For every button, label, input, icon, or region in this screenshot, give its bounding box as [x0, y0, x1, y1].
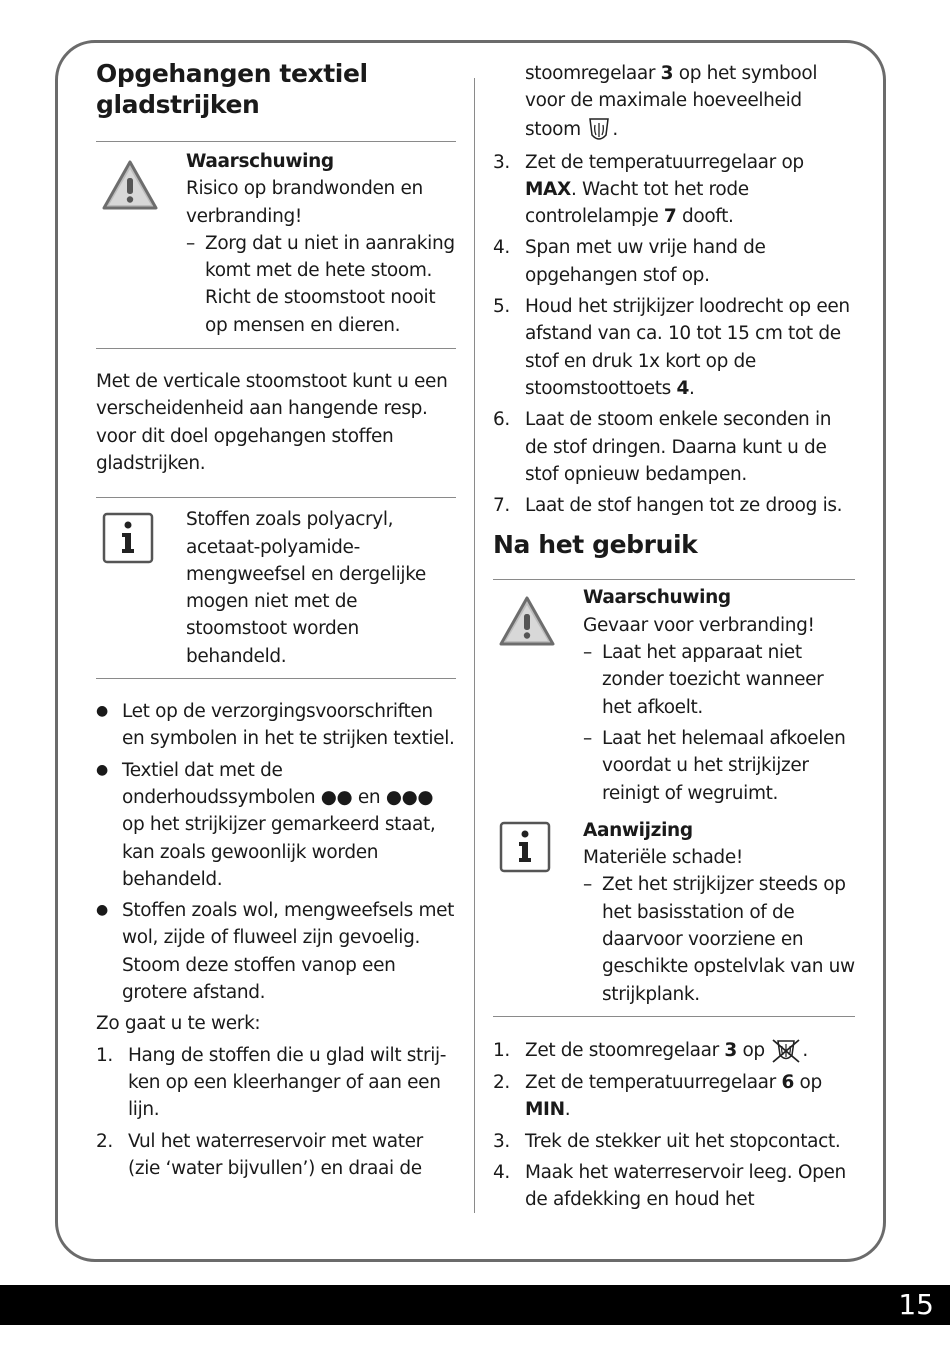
section-title-after-use: Na het gebruik [493, 530, 698, 560]
notice-box [493, 813, 855, 1016]
intro-paragraph: Met de verticale stoomstoot kunt u een verscheidenheid aan hangende resp. voor dit doel opgehangen stoffen gladstrijken. [96, 371, 448, 474]
column-divider [474, 78, 475, 1213]
warning-item: – Zorg dat u niet in aanraking komt met de hete stoom. Richt de stoomstoot nooit op mensen en dieren. [186, 232, 455, 336]
list-item: 7. Laat de stof hangen tot ze droog is. [493, 495, 843, 517]
divider [493, 1016, 855, 1017]
list-item: ● Let op de verzorgingsvoorschriften en symbolen in het te strijken textiel. [96, 701, 455, 750]
care-symbol-two-dots: ●● [320, 786, 353, 808]
warning-icon [96, 148, 186, 339]
list-item: 5. Houd het strijkijzer loodrecht op een afstand van ca. 10 tot 15 cm tot de stof en druk 1x kort op de stoomstoottoets 4. [493, 296, 850, 399]
warning-item: – Laat het helemaal afkoelen voordat u het strijkijzer reinigt of wegruimt. [583, 727, 846, 804]
numbered-list [96, 1042, 456, 1182]
info-icon [96, 506, 186, 670]
warning-icon [493, 584, 583, 806]
list-item: 2. Vul het waterreservoir met water (zie ‘water bijvullen’) en draai de [96, 1130, 423, 1179]
warning-box [96, 142, 456, 348]
procedure-intro: Zo gaat u te werk: [96, 1013, 261, 1035]
list-item: 6. Laat de stoom enkele seconden in de stof dringen. Daarna kunt u de stof opnieuw bedampen. [493, 409, 832, 485]
numbered-list [493, 60, 855, 519]
notice-text: Materiële schade! [583, 847, 743, 869]
list-item: 3. Trek de stekker uit het stopcontact. [493, 1130, 841, 1152]
bullet-list [96, 698, 456, 1006]
warning-heading: Waarschuwing [186, 151, 334, 172]
list-item: 3. Zet de temperatuurregelaar op MAX. Wacht tot het rode controlelampje 7 dooft. [493, 151, 804, 228]
list-item: 4. Maak het waterreservoir leeg. Open de afdekking en houd het [493, 1161, 846, 1211]
notice-heading: Aanwijzing [583, 819, 693, 841]
list-item: 1. Hang de stoffen die u glad wilt strij-ken op een kleerhanger of aan een lijn. [96, 1044, 447, 1121]
no-steam-icon [770, 1037, 802, 1065]
warning-box [493, 580, 855, 812]
warning-text: Gevaar voor verbranding! [583, 614, 815, 636]
info-text: Stoffen zoals polyacryl, acetaat-polyamide-mengweefsel en dergelijke mogen niet met de stoomstoot worden behandeld. [186, 509, 426, 667]
list-item: stoomregelaar 3 op het symbool voor de maximale hoeveelheid stoom . [493, 60, 855, 145]
divider [96, 678, 456, 679]
notice-item: – Zet het strijkijzer steeds op het basisstation of de daarvoor voorziene en geschikte opstelvlak van uw strijkplank. [583, 874, 855, 1005]
left-column [96, 58, 456, 1186]
page-number: 15 [898, 1288, 934, 1321]
numbered-list [493, 1037, 855, 1213]
warning-item: – Laat het apparaat niet zonder toezicht wanneer het afkoelt. [583, 642, 824, 718]
max-steam-icon [586, 115, 612, 145]
info-icon [493, 817, 583, 1008]
list-item: 2. Zet de temperatuurregelaar 6 op MIN. [493, 1071, 822, 1121]
list-item: ● Stoffen zoals wol, mengweefsels met wol, zijde of fluweel zijn gevoelig. Stoom deze stoffen vanop een grotere afstand. [96, 900, 455, 1004]
warning-text: Risico op brandwonden en verbranding! [186, 178, 423, 227]
divider [96, 348, 456, 349]
care-symbol-three-dots: ●●● [385, 786, 434, 808]
right-column [493, 60, 855, 1217]
footer-bar [0, 1285, 950, 1325]
section-title-hanging-textile: Opgehangen textiel gladstrijken [96, 59, 368, 119]
list-item: ● Textiel dat met de onderhoudssymbolen ●● en ●●● op het strijkijzer gemarkeerd staat, kan zoals gewoonlijk worden behandeld. [96, 759, 436, 890]
list-item: 1. Zet de stoomregelaar 3 op . [493, 1037, 855, 1065]
warning-heading: Waarschuwing [583, 587, 731, 609]
info-box [96, 498, 456, 678]
list-item: 4. Span met uw vrije hand de opgehangen stof op. [493, 237, 766, 286]
